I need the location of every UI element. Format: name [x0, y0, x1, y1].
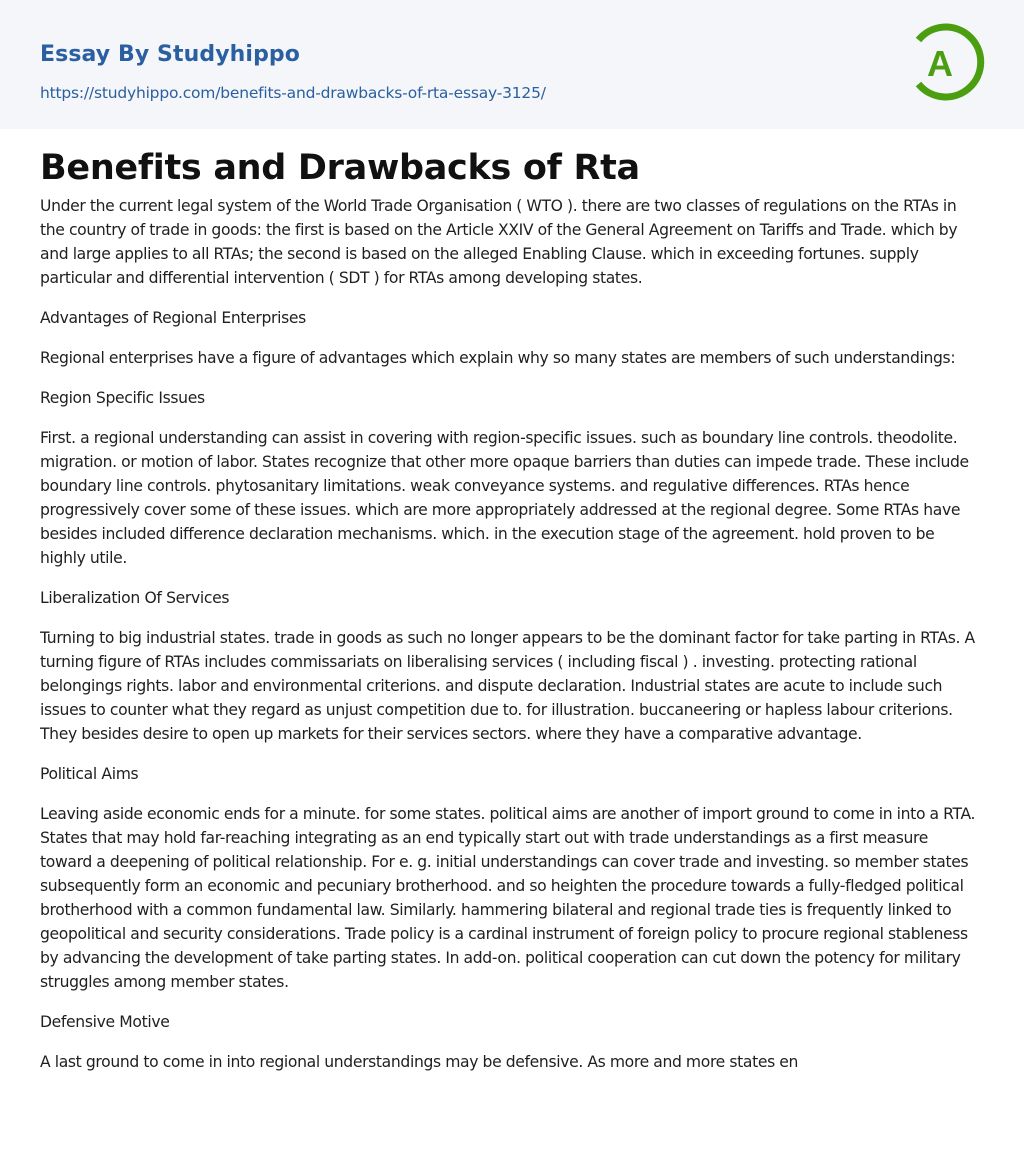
- essay-url-link[interactable]: https://studyhippo.com/benefits-and-drawbacks-of-rta-essay-3125/: [40, 84, 546, 102]
- studyhippo-logo-icon[interactable]: [912, 18, 988, 106]
- paragraph-political-aims: Leaving aside economic ends for a minute. for some states. political aims are another of import ground to come in into a RTA. States that may hold far-reaching integrating as an end typically start out with trade understandings as a first measure toward a deepening of political relationship. For e. g. initial understandings can cover trade and investing. so member states subsequently form an economic and pecuniary brotherhood. and so heighten the procedure towards a fully-fledged political brotherhood with a common fundamental law. Similarly. hammering bilateral and regional trade ties is frequently linked to geopolitical and security considerations. Trade policy is a cardinal instrument of foreign policy to procure regional stableness by advancing the development of take parting states. In add-on. political cooperation can cut down the potency for military struggles among member states.: [40, 805, 976, 991]
- subheading-defensive-motive: Defensive Motive: [40, 1013, 170, 1031]
- paragraph-defensive-motive: A last ground to come in into regional understandings may be defensive. As more and more states en: [40, 1053, 799, 1071]
- paragraph-region-specific: First. a regional understanding can assist in covering with region-specific issues. such as boundary line controls. theodolite. migration. or motion of labor. States recognize that other more opaque barriers than duties can impede trade. These include boundary line controls. phytosanitary limitations. weak conveyance systems. and regulative differences. RTAs hence progressively cover some of these issues. which are more appropriately addressed at the regional degree. Some RTAs have besides included difference declaration mechanisms. which. in the execution stage of the agreement. hold proven to be highly utile.: [40, 429, 969, 567]
- essay-body: [40, 194, 984, 1090]
- subheading-political-aims: Political Aims: [40, 765, 139, 783]
- subheading-liberalization: Liberalization Of Services: [40, 589, 230, 607]
- subheading-advantages: Advantages of Regional Enterprises: [40, 309, 306, 327]
- brand-title: Essay By Studyhippo: [40, 42, 300, 67]
- svg-text:A: A: [927, 43, 953, 84]
- page-title: Benefits and Drawbacks of Rta: [40, 148, 640, 188]
- paragraph-intro: Under the current legal system of the World Trade Organisation ( WTO ). there are two classes of regulations on the RTAs in the country of trade in goods: the first is based on the Article XXIV of the General Agreement on Tariffs and Trade. which by and large applies to all RTAs; the second is based on the alleged Enabling Clause. which in exceeding fortunes. supply particular and differential intervention ( SDT ) for RTAs among developing states.: [40, 197, 958, 287]
- subheading-region-specific: Region Specific Issues: [40, 389, 205, 407]
- paragraph-liberalization: Turning to big industrial states. trade in goods as such no longer appears to be the dominant factor for take parting in RTAs. A turning figure of RTAs includes commissariats on liberalising services ( including fiscal ) . investing. protecting rational belongings rights. labor and environmental criterions. and dispute declaration. Industrial states are acute to include such issues to counter what they regard as unjust competition due to. for illustration. buccaneering or hapless labour criterions. They besides desire to open up markets for their services sectors. where they have a comparative advantage.: [40, 629, 975, 743]
- paragraph-advantages: Regional enterprises have a figure of advantages which explain why so many states are members of such understandings:: [40, 349, 956, 367]
